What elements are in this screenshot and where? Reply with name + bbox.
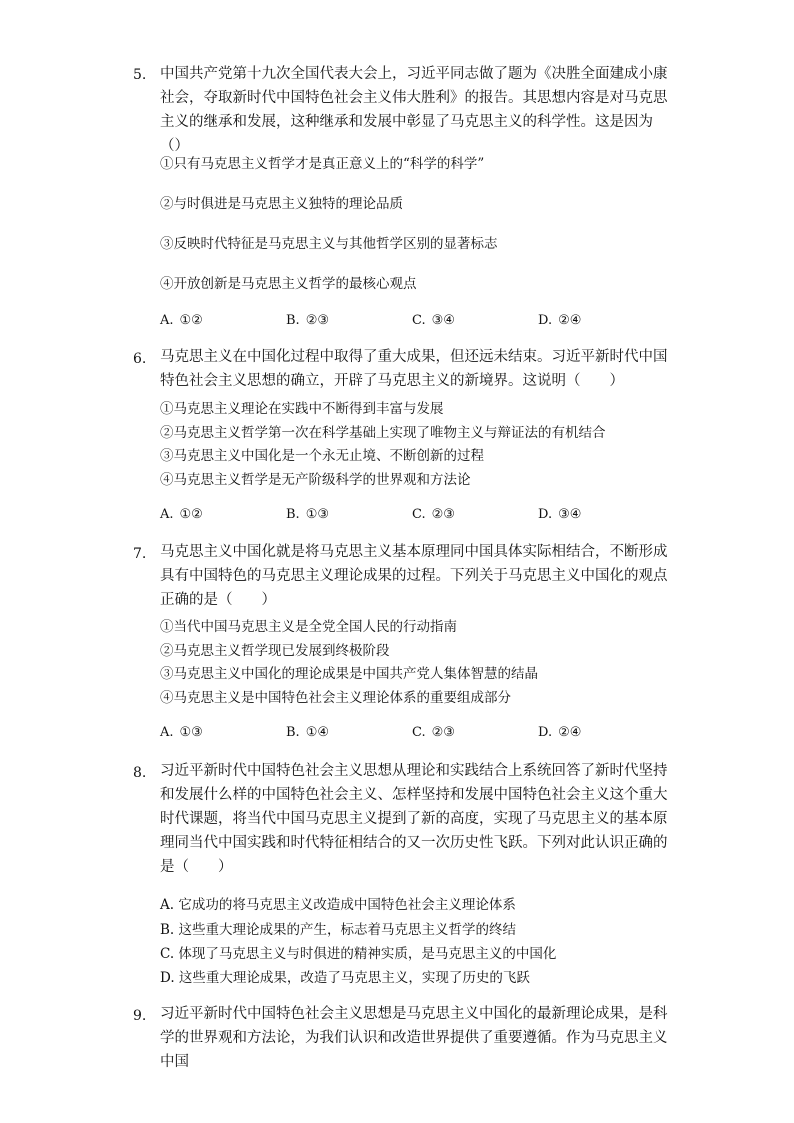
question-stem: 马克思主义中国化就是将马克思主义基本原理同中国具体实际相结合，不断形成具有中国特色的马克思主义理论成果的过程。下列关于马克思主义中国化的观点正确的是（ ） xyxy=(160,544,668,608)
option-b[interactable]: B. ②③ xyxy=(286,313,329,328)
options-row xyxy=(160,507,680,525)
option-c[interactable]: C. ③④ xyxy=(412,313,455,328)
choice-b[interactable]: B. 这些重大理论成果的产生，标志着马克思主义哲学的终结 xyxy=(160,922,517,938)
statement: ①马克思主义理论在实践中不断得到丰富与发展 xyxy=(160,401,444,417)
question-stem: 中国共产党第十九次全国代表大会上，习近平同志做了题为《决胜全面建成小康社会，夺取新时代中国特色社会主义伟大胜利》的报告。其思想内容是对马克思主义的继承和发展，这种继承和发展中彰显了马克思主义的科学性。这是因为（） xyxy=(160,66,668,154)
option-c[interactable]: C. ②③ xyxy=(412,507,455,522)
question-stem: 习近平新时代中国特色社会主义思想是马克思主义中国化的最新理论成果，是科学的世界观和方法论，为我们认识和改造世界提供了重要遵循。作为马克思主义中国 xyxy=(160,1006,668,1070)
question-number: 5. xyxy=(133,67,147,83)
statement: ③马克思主义中国化是一个永无止境、不断创新的过程 xyxy=(160,448,484,464)
option-c[interactable]: C. ②③ xyxy=(412,725,455,740)
option-a[interactable]: A. ①② xyxy=(160,507,203,522)
statement: ②与时俱进是马克思主义独特的理论品质 xyxy=(160,196,403,212)
question-number: 8. xyxy=(133,765,147,781)
choice-a[interactable]: A. 它成功的将马克思主义改造成中国特色社会主义理论体系 xyxy=(160,897,516,913)
statement: ①当代中国马克思主义是全党全国人民的行动指南 xyxy=(160,619,457,635)
statement: ③反映时代特征是马克思主义与其他哲学区别的显著标志 xyxy=(160,236,498,252)
question-number: 7. xyxy=(133,546,147,562)
statement: ④马克思主义哲学是无产阶级科学的世界观和方法论 xyxy=(160,472,471,488)
choice-d[interactable]: D. 这些重大理论成果，改造了马克思主义，实现了历史的飞跃 xyxy=(160,970,530,986)
options-row xyxy=(160,313,680,331)
option-a[interactable]: A. ①③ xyxy=(160,725,203,740)
statement: ④马克思主义是中国特色社会主义理论体系的重要组成部分 xyxy=(160,690,511,706)
option-b[interactable]: B. ①④ xyxy=(286,725,329,740)
statement: ④开放创新是马克思主义哲学的最核心观点 xyxy=(160,276,417,292)
options-row xyxy=(160,725,680,743)
question-number: 6. xyxy=(133,351,147,367)
statement: ③马克思主义中国化的理论成果是中国共产党人集体智慧的结晶 xyxy=(160,666,538,682)
option-d[interactable]: D. ③④ xyxy=(538,507,582,522)
choice-c[interactable]: C. 体现了马克思主义与时俱进的精神实质，是马克思主义的中国化 xyxy=(160,946,557,962)
question-stem: 马克思主义在中国化过程中取得了重大成果，但还远未结束。习近平新时代中国特色社会主义思想的确立，开辟了马克思主义的新境界。这说明（ ） xyxy=(160,349,668,389)
option-d[interactable]: D. ②④ xyxy=(538,725,582,740)
statement: ①只有马克思主义哲学才是真正意义上的“科学的科学” xyxy=(160,156,485,172)
statement: ②马克思主义哲学现已发展到终极阶段 xyxy=(160,643,390,659)
option-a[interactable]: A. ①② xyxy=(160,313,203,328)
option-b[interactable]: B. ①③ xyxy=(286,507,329,522)
question-stem: 习近平新时代中国特色社会主义思想从理论和实践结合上系统回答了新时代坚持和发展什么样的中国特色社会主义、怎样坚持和发展中国特色社会主义这个重大时代课题，将当代中国马克思主义提到了新的高度，实现了马克思主义的基本原理同当代中国实践和时代特征相结合的又一次历史性飞跃。下列对此认识正确的是（ ） xyxy=(160,763,668,875)
option-d[interactable]: D. ②④ xyxy=(538,313,582,328)
statement: ②马克思主义哲学第一次在科学基础上实现了唯物主义与辩证法的有机结合 xyxy=(160,425,606,441)
question-number: 9. xyxy=(133,1008,147,1024)
